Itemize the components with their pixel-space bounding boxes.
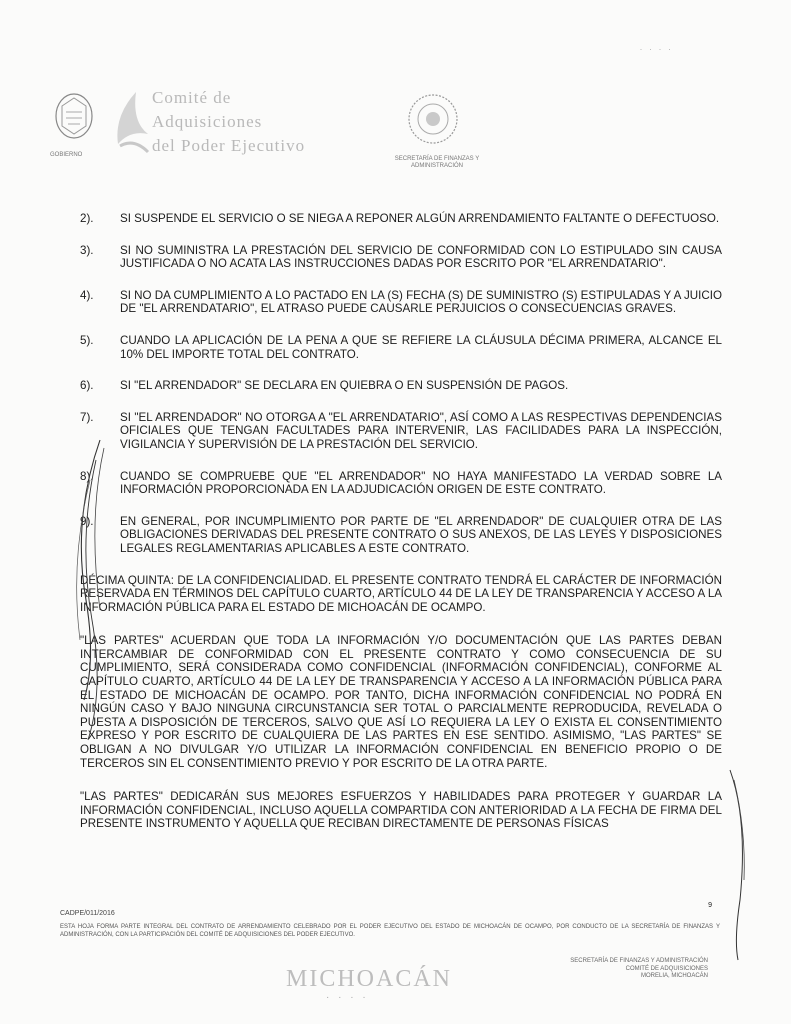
- item-text: SI NO SUMINISTRA LA PRESTACIÓN DEL SERVICIO DE CONFORMIDAD CON LO ESTIPULADO SIN CAUSA JUSTIFICADA O NO ACATA LAS INSTRUCCIONES DADAS POR ESCRITO POR "EL ARRENDATARIO".: [120, 243, 722, 271]
- item-text: SI SUSPENDE EL SERVICIO O SE NIEGA A REPONER ALGÚN ARRENDAMIENTO FALTANTE O DEFECTUOSO.: [120, 212, 720, 225]
- footer-contact-line: SECRETARÍA DE FINANZAS Y ADMINISTRACIÓN: [570, 958, 708, 964]
- footer-contact-line: MORELIA, MICHOACÁN: [640, 973, 708, 979]
- item-text: CUANDO LA APLICACIÓN DE LA PENA A QUE SE REFIERE LA CLÁUSULA DÉCIMA PRIMERA, ALCANCE EL 10% DEL IMPORTE TOTAL DEL CONTRATO.: [120, 333, 722, 361]
- item-text: SI "EL ARRENDADOR" SE DECLARA EN QUIEBRA O EN SUSPENSIÓN DE PAGOS.: [120, 379, 569, 393]
- item-number: 8).: [80, 469, 94, 483]
- paragraph-parties-agreement: "LAS PARTES" ACUERDAN QUE TODA LA INFORMACIÓN Y/O DOCUMENTACIÓN QUE LAS PARTES DEBAN INTERCAMBIAR DE CONFORMIDAD CON EL PRESENTE CONTRATO Y COMO CONSECUENCIA DE SU CUMPLIMIENTO, SERÁ CONSIDERADA COMO CONFIDENCIAL (INFORMACIÓN CONFIDENCIAL), CONFORME AL CAPÍTULO CUARTO, ARTÍCULO 44 DE LA LEY DE TRANSPARENCIA Y ACCESO A LA INFORMACIÓN PÚBLICA PARA EL ESTADO DE MICHOACÁN DE OCAMPO. POR TANTO, DICHA INFORMACIÓN CONFIDENCIAL NO PODRÁ EN NINGÚN CASO Y BAJO NINGUNA CIRCUNSTANCIA SER TOTAL O PARCIALMENTE REPRODUCIDA, REVELADA O PUESTA A DISPOSICIÓN DE TERCEROS, SALVO QUE ASÍ LO REQUIERA LA LEY O EXISTA EL CONSENTIMIENTO EXPRESO Y POR ESCRITO DE CUALQUIERA DE LAS PARTES EN ESE SENTIDO. ASIMISMO, "LAS PARTES" SE OBLIGAN A NO DIVULGAR Y/O UTILIZAR LA INFORMACIÓN CONFIDENCIAL EN BENEFICIO PROPIO O DE TERCEROS SIN EL CONSENTIMIENTO PREVIO Y POR ESCRITO DE LA OTRA PARTE.: [80, 634, 722, 770]
- footer-contact: [548, 958, 708, 981]
- document-code: CADPE/011/2016: [60, 910, 115, 917]
- page-footer: [60, 902, 720, 1003]
- item-number: 3).: [80, 243, 94, 257]
- item-number: 6).: [80, 379, 94, 393]
- item-text: SI NO DA CUMPLIMIENTO A LO PACTADO EN LA (S) FECHA (S) DE SUMINISTRO (S) ESTIPULADAS Y A JUICIO DE "EL ARRENDATARIO", EL ATRASO PUEDE CAUSARLE PERJUICIOS O CONSECUENCIAS GRAVES.: [120, 288, 722, 316]
- footer-note: ESTA HOJA FORMA PARTE INTEGRAL DEL CONTRATO DE ARRENDAMIENTO CELEBRADO POR EL PODER EJECUTIVO DEL ESTADO DE MICHOACÁN DE OCAMPO, POR CONDUCTO DE LA SECRETARÍA DE FINANZAS Y ADMINISTRACIÓN, CON LA PARTICIPACIÓN DEL COMITÉ DE ADQUISICIONES DEL PODER EJECUTIVO.: [60, 924, 720, 938]
- committee-name-line-2: Adquisiciones: [152, 112, 263, 131]
- item-number: 4).: [80, 288, 94, 302]
- footer-brand-subtitle: · · · ·: [326, 992, 369, 1003]
- footer-brand-logo: MICHOACÁN: [286, 966, 453, 992]
- committee-name-line-1: Comité de: [152, 88, 232, 107]
- item-number: 2).: [80, 212, 94, 225]
- item-text: CUANDO SE COMPRUEBE QUE "EL ARRENDADOR" NO HAYA MANIFESTADO LA VERDAD SOBRE LA INFORMACIÓN PROPORCIONADA EN LA ADJUDICACIÓN ORIGEN DE ESTE CONTRATO.: [120, 469, 722, 497]
- footer-contact-line: COMITÉ DE ADQUISICIONES: [625, 965, 708, 972]
- corner-mark: · · · ·: [639, 44, 673, 54]
- committee-name-line-3: del Poder Ejecutivo: [152, 136, 306, 155]
- item-number: 7).: [80, 410, 94, 424]
- ministry-seal-caption: SECRETARÍA DE FINANZAS Y ADMINISTRACIÓN: [394, 156, 480, 169]
- clause-confidentiality: DÉCIMA QUINTA: DE LA CONFIDENCIALIDAD. EL PRESENTE CONTRATO TENDRÁ EL CARÁCTER DE INFORMACIÓN RESERVADA EN TÉRMINOS DEL CAPÍTULO CUARTO, ARTÍCULO 44 DE LA LEY DE TRANSPARENCIA Y ACCESO A LA INFORMACIÓN PÚBLICA PARA EL ESTADO DE MICHOACÁN DE OCAMPO.: [80, 573, 722, 614]
- page-number: 9: [708, 902, 712, 909]
- state-seal-caption: GOBIERNO: [50, 152, 83, 158]
- paragraph-best-efforts: "LAS PARTES" DEDICARÁN SUS MEJORES ESFUERZOS Y HABILIDADES PARA PROTEGER Y GUARDAR LA INFORMACIÓN CONFIDENCIAL, INCLUSO AQUELLA COMPARTIDA CON ANTERIORIDAD A LA FECHA DE FIRMA DEL PRESENTE INSTRUMENTO Y AQUELLA QUE RECIBAN DIRECTAMENTE DE PERSONAS FÍSICAS: [80, 790, 722, 831]
- item-text: EN GENERAL, POR INCUMPLIMIENTO POR PARTE DE "EL ARRENDADOR" DE CUALQUIER OTRA DE LAS OBLIGACIONES DERIVADAS DEL PRESENTE CONTRATO O SUS ANEXOS, DE LAS LEYES Y DISPOSICIONES LEGALES REGLAMENTARIAS APLICABLES A ESTE CONTRATO.: [120, 514, 722, 555]
- item-number: 5).: [80, 333, 94, 347]
- item-text: SI "EL ARRENDADOR" NO OTORGA A "EL ARRENDATARIO", ASÍ COMO A LAS RESPECTIVAS DEPENDENCIAS OFICIALES QUE TENGAN FACULTADES PARA INTERVENIR, LAS FACILIDADES PARA LA INSPECCIÓN, VIGILANCIA Y SUPERVISIÓN DE LA PRESTACIÓN DEL SERVICIO.: [120, 410, 722, 451]
- item-number: 9).: [80, 514, 94, 528]
